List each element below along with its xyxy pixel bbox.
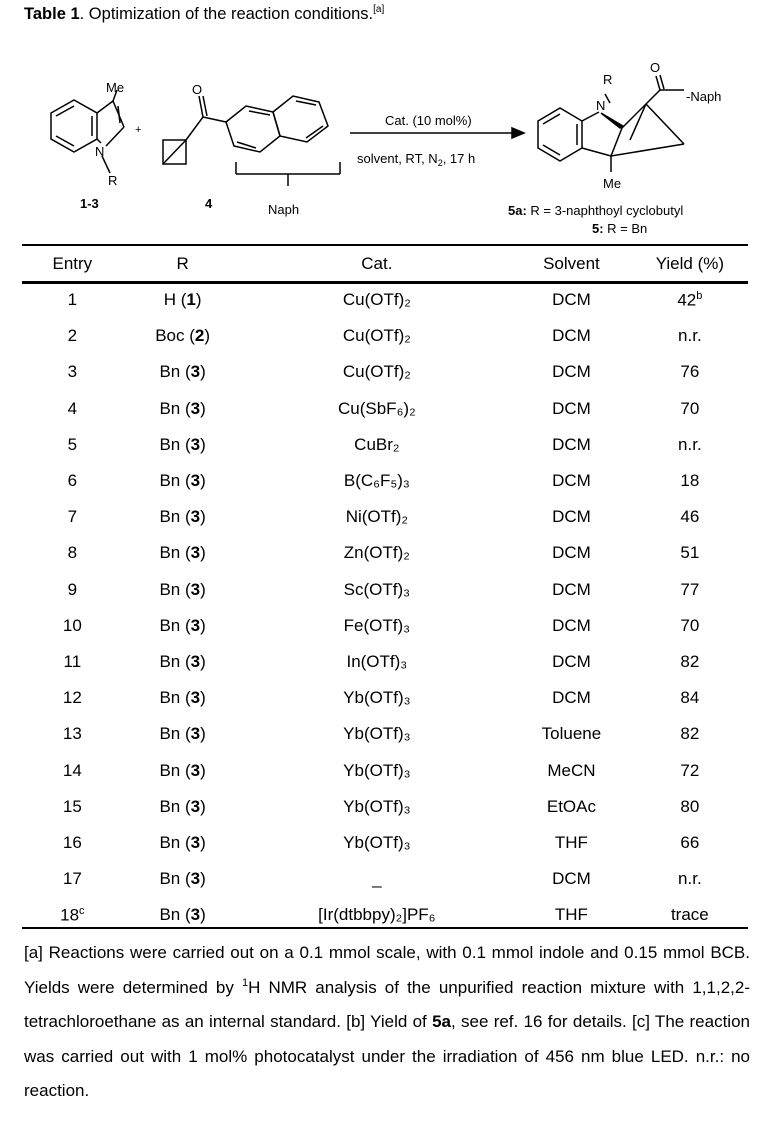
cell-yield: 84	[680, 688, 700, 708]
cell-catalyst: Yb(OTf)₃	[343, 760, 411, 780]
table-row	[22, 716, 748, 752]
header-yield: Yield (%)	[655, 254, 725, 273]
cell-catalyst: B(C₆F₅)₃	[343, 471, 410, 491]
table-row	[22, 897, 748, 933]
cell-solvent: THF	[554, 905, 588, 925]
cell-entry: 13	[62, 724, 82, 744]
table-row	[22, 427, 748, 463]
table-title	[24, 4, 384, 24]
indole-methyl-label: Me	[106, 80, 125, 95]
cell-entry: 2	[67, 326, 78, 346]
table-footnotes	[24, 936, 750, 1109]
cell-entry: 12	[62, 688, 82, 708]
cell-solvent: DCM	[552, 869, 591, 889]
cell-entry: 6	[67, 471, 78, 491]
table-row	[22, 499, 748, 535]
cell-solvent: DCM	[552, 434, 591, 454]
cell-entry: 8	[67, 543, 78, 563]
cell-catalyst: Sc(OTf)₃	[343, 579, 411, 599]
table-row	[22, 861, 748, 897]
cell-entry: 14	[62, 760, 82, 780]
cell-r: Bn (3)	[159, 832, 206, 852]
cell-r: Bn (3)	[159, 724, 206, 744]
cell-solvent: DCM	[552, 543, 591, 563]
cell-yield: 76	[680, 362, 700, 382]
cell-catalyst: _	[372, 869, 382, 889]
cell-catalyst: Zn(OTf)₂	[343, 543, 410, 563]
cell-solvent: DCM	[552, 290, 591, 310]
cell-r: Bn (3)	[159, 434, 206, 454]
cell-r: Bn (3)	[159, 398, 206, 418]
indole-structure	[51, 90, 124, 173]
cell-solvent: EtOAc	[546, 796, 596, 816]
cell-yield: n.r.	[678, 434, 702, 454]
cell-r: Bn (3)	[159, 869, 206, 889]
arrow-conditions-bottom: solvent, RT, $N_2$, 17 h	[357, 151, 476, 168]
cell-r: Boc (2)	[155, 326, 211, 346]
cell-r: Bn (3)	[159, 579, 206, 599]
cell-r: Bn (3)	[159, 796, 206, 816]
cell-r: Bn (3)	[159, 362, 206, 382]
cell-yield: trace	[670, 905, 709, 925]
cell-r: Bn (3)	[159, 688, 206, 708]
cell-solvent: DCM	[552, 507, 591, 527]
table-header-row	[22, 246, 748, 282]
cell-catalyst: Yb(OTf)₃	[343, 724, 411, 744]
cell-entry: 16	[62, 832, 82, 852]
cell-catalyst: Cu(OTf)₂	[342, 362, 411, 382]
cell-solvent: DCM	[552, 579, 591, 599]
cell-entry: 1	[67, 290, 78, 310]
table-row	[22, 463, 748, 499]
cell-entry: 18$^c$	[60, 904, 85, 925]
table-caption: . Optimization of the reaction conditions.	[79, 5, 374, 23]
cell-r: Bn (3)	[159, 651, 206, 671]
bcb-structure	[163, 96, 340, 186]
cell-yield: 51	[680, 543, 700, 563]
cell-catalyst: Fe(OTf)₃	[343, 615, 411, 635]
cell-yield: 77	[680, 579, 700, 599]
cell-yield: 80	[680, 796, 700, 816]
table-row	[22, 608, 748, 644]
cell-entry: 9	[67, 579, 78, 599]
product-oxygen-label: O	[650, 60, 661, 75]
table-row	[22, 572, 748, 608]
cell-solvent: DCM	[552, 398, 591, 418]
cell-entry: 4	[67, 398, 78, 418]
optimization-table	[22, 246, 748, 933]
table-row	[22, 789, 748, 825]
cell-solvent: DCM	[552, 471, 591, 491]
cell-r: Bn (3)	[159, 543, 206, 563]
table-body	[22, 282, 748, 933]
naph-label: Naph	[268, 202, 300, 217]
table-row	[22, 282, 748, 318]
table-row	[22, 752, 748, 788]
footnote-a-part2: H NMR analysis of the unpurified reaction mixture with 1,1,2,2-tetrachloroethane as an internal standard. [b] Yield of	[24, 977, 751, 1031]
cell-catalyst: Ni(OTf)₂	[345, 507, 408, 527]
cell-yield: n.r.	[678, 869, 702, 889]
header-r: R	[176, 254, 189, 273]
cell-solvent: DCM	[552, 362, 591, 382]
cell-catalyst: Yb(OTf)₃	[343, 796, 411, 816]
footnote-compound-5a: 5a	[432, 1012, 451, 1031]
cell-yield: 46	[680, 507, 700, 527]
cell-catalyst: CuBr₂	[354, 434, 400, 454]
cell-yield: 70	[680, 398, 700, 418]
cell-r: Bn (3)	[159, 615, 206, 635]
arrow-conditions-top: Cat. (10 mol%)	[385, 113, 472, 128]
cell-solvent: THF	[554, 832, 588, 852]
cell-solvent: DCM	[552, 326, 591, 346]
cell-entry: 10	[62, 615, 82, 635]
cell-yield: 70	[680, 615, 700, 635]
table-row	[22, 535, 748, 571]
table-row	[22, 644, 748, 680]
cell-solvent: DCM	[552, 688, 591, 708]
cell-r: Bn (3)	[159, 760, 206, 780]
cell-yield: 82	[680, 651, 700, 671]
cell-r: Bn (3)	[159, 905, 206, 925]
plus-sign: +	[135, 124, 142, 136]
table-label: Table 1	[24, 5, 80, 23]
cell-catalyst: Yb(OTf)₃	[343, 688, 411, 708]
cell-yield: 82	[680, 724, 700, 744]
cell-catalyst: [Ir(dtbbpy)₂]PF₆	[318, 905, 436, 925]
cell-solvent: DCM	[552, 615, 591, 635]
footnote-a-part1: [a] Reactions were carried out on a 0.1 mmol scale, with 0.1 mmol indole and 0.15 mmol BCB. Yields were determined by	[24, 943, 750, 997]
nmr-superscript: 1	[241, 976, 249, 989]
cell-catalyst: Cu(OTf)₂	[342, 290, 411, 310]
table-row	[22, 825, 748, 861]
ketone-oxygen-label: O	[192, 82, 203, 97]
cell-yield: n.r.	[678, 326, 702, 346]
cell-entry: 3	[67, 362, 78, 382]
cell-entry: 17	[62, 869, 82, 889]
cell-entry: 11	[63, 651, 82, 671]
cell-r: H (1)	[163, 290, 202, 310]
product-nitrogen-label: N	[596, 98, 606, 113]
header-catalyst: Cat.	[361, 254, 393, 273]
product-5a-caption: 5a: R = 3-naphthoyl cyclobutyl	[508, 203, 684, 218]
cell-yield: 72	[680, 760, 700, 780]
product-5-caption: 5: R = Bn	[592, 221, 648, 236]
cell-catalyst: Cu(SbF₆)₂	[338, 398, 416, 418]
indole-nitrogen-label: N	[95, 144, 105, 159]
product-naph-label: -Naph	[686, 89, 722, 104]
cell-yield: 66	[680, 832, 700, 852]
cell-solvent: MeCN	[547, 760, 596, 780]
table-row	[22, 354, 748, 390]
cell-entry: 5	[67, 434, 78, 454]
bcb-compound-number: 4	[205, 196, 213, 211]
cell-yield: 18	[680, 471, 700, 491]
cell-solvent: DCM	[552, 651, 591, 671]
cell-catalyst: Cu(OTf)₂	[342, 326, 411, 346]
product-r-label: R	[603, 72, 613, 87]
cell-entry: 7	[67, 507, 78, 527]
cell-catalyst: Yb(OTf)₃	[343, 832, 411, 852]
table-row	[22, 318, 748, 354]
cell-catalyst: In(OTf)₃	[346, 651, 408, 671]
header-solvent: Solvent	[543, 254, 600, 273]
product-methyl-label: Me	[603, 176, 622, 191]
cell-entry: 15	[62, 796, 82, 816]
footnote-b-c-text: , see ref. 16 for details. [c] The reaction was carried out with 1 mol% photocatalyst under the irradiation of 456 nm blue LED. n.r.: no reaction.	[24, 1012, 750, 1100]
table-row	[22, 391, 748, 427]
indole-r-label: R	[108, 173, 118, 188]
reaction-arrow	[350, 128, 524, 138]
cell-r: Bn (3)	[159, 471, 206, 491]
table-row	[22, 680, 748, 716]
cell-yield: 42$^b$	[677, 289, 703, 310]
indole-compound-number: 1-3	[80, 196, 99, 211]
product-structure	[538, 75, 684, 172]
cell-r: Bn (3)	[159, 507, 206, 527]
title-footnote-mark: [a]	[373, 4, 385, 15]
header-entry: Entry	[52, 254, 93, 273]
cell-solvent: Toluene	[541, 724, 602, 744]
